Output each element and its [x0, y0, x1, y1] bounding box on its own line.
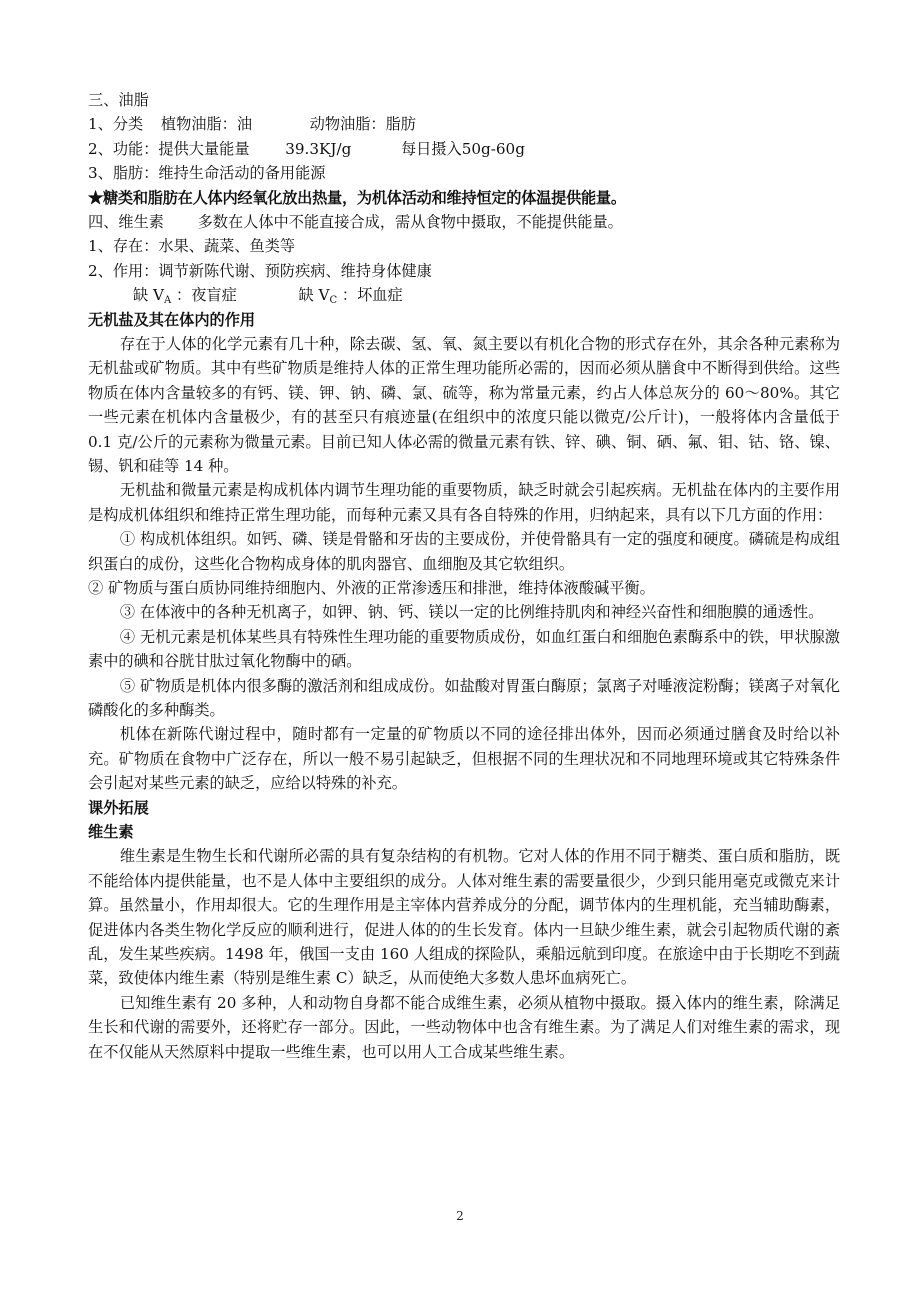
minerals-paragraph-3: 机体在新陈代谢过程中，随时都有一定量的矿物质以不同的途径排出体外，因而必须通过膳食及时给以补充。矿物质在食物中广泛存在，所以一般不易引起缺乏，但根据不同的生理状况和不同地理环境或其它特殊条件会引起对某些元素的缺乏，应给以特殊的补充。	[88, 725, 840, 793]
extension-paragraph-1: 维生素是生物生长和代谢所必需的具有复杂结构的有机物。它对人体的作用不同于糖类、蛋白质和脂肪，既不能给体内提供能量，也不是人体中主要组织的成分。人体对维生素的需要量很少，少到只能用毫克或微克来计算。虽然量小，作用却很大。它的生理作用是主宰体内营养成分的分配，调节体内的生理机能，充当辅助酶素，促进体内各类生物化学反应的顺利进行，促进人体的的生长发育。体内一旦缺少维生素，就会引起物质代谢的紊乱，发生某些疾病。1498 年，俄国一支由 160 人组成的探险队，乘船远航到印度。在旅途中由于长期吃不到蔬菜，致使体内维生素（特别是维生素 C）缺乏，从而使绝大多数人患坏血病死亡。	[88, 847, 840, 988]
minerals-item-5: ⑤ 矿物质是机体内很多酶的激活剂和组成成份。如盐酸对胃蛋白酶原；氯离子对唾液淀粉酶；镁离子对氧化磷酸化的多种酶类。	[88, 676, 840, 719]
minerals-title: 无机盐及其在体内的作用	[88, 310, 256, 329]
classify-animal: 动物油脂：脂肪	[309, 115, 416, 134]
oils-classification-line	[88, 112, 840, 136]
section-heading-vitamin	[88, 210, 840, 234]
page-number: 2	[456, 1209, 464, 1223]
extension-subtitle: 维生素	[88, 823, 134, 842]
vitamin-deficiency-line	[88, 283, 840, 307]
extension-paragraph-2: 已知维生素有 20 多种，人和动物自身都不能合成维生素，必须从植物中摄取。摄入体内的维生素，除满足生长和代谢的需要外，还将贮存一部分。因此，一些动物体中也含有维生素。为了满足人们对维生素的需求，现在不仅能从天然原料中提取一些维生素，也可以用人工合成某些维生素。	[88, 993, 840, 1061]
star-highlight-line: ★糖类和脂肪在人体内经氧化放出热量，为机体活动和维持恒定的体温提供能量。	[88, 188, 626, 207]
vitamin-heading-desc: 多数在人体中不能直接合成，需从食物中摄取，不能提供能量。	[197, 212, 623, 231]
lack-vitamin-c: 缺 $V_C$ ：坏血症	[298, 286, 403, 307]
minerals-item-1: ① 构成机体组织。如钙、磷、镁是骨骼和牙齿的主要成份，并使骨骼具有一定的强度和硬度。磷硫是构成组织蛋白的成份，这些化合物构成身体的肌肉器官、血细胞及其它软组织。	[88, 530, 840, 573]
extension-title: 课外拓展	[88, 798, 149, 817]
function-value: 39.3KJ/g	[285, 139, 352, 158]
classify-label: 1、分类	[88, 115, 144, 134]
minerals-item-2: ② 矿物质与蛋白质协同维持细胞内、外液的正常渗透压和排泄，维持体液酸碱平衡。	[88, 578, 655, 597]
document-page	[88, 88, 840, 1064]
section-heading-oils: 三、油脂	[88, 91, 149, 109]
classify-plant: 植物油脂：油	[160, 115, 253, 134]
minerals-item-3: ③ 在体液中的各种无机离子，如钾、钠、钙、镁以一定的比例维持肌肉和神经兴奋性和细胞膜的通透性。	[119, 603, 824, 622]
minerals-paragraph-1: 存在于人体的化学元素有几十种，除去碳、氢、氧、氮主要以有机化合物的形式存在外，其余各种元素称为无机盐或矿物质。其中有些矿物质是维持人体的正常生理功能所必需的，因而必须从膳食中不断得到供给。这些物质在体内含量较多的有钙、镁、钾、钠、磷、氯、硫等，称为常量元素，约占人体总灰分的 60～80%。其它一些元素在机体内含量极少，有的甚至只有痕迹量(在组织中的浓度只能以微克/公斤计)，一般将体内含量低于 0.1 克/公斤的元素称为微量元素。目前已知人体必需的微量元素有铁、锌、碘、铜、硒、氟、钼、钴、铬、镍、锡、钒和硅等 14 种。	[88, 334, 840, 475]
function-daily: 每日摄入50g-60g	[400, 139, 525, 158]
oils-fat-line: 3、脂肪：维持生命活动的备用能源	[88, 164, 326, 183]
vitamin-role-line: 2、作用：调节新陈代谢、预防疾病、维持身体健康	[88, 261, 432, 280]
oils-function-line	[88, 137, 840, 161]
lack-vitamin-a: 缺 $V_A$ ：夜盲症	[133, 286, 237, 307]
vitamin-exist-line: 1、存在：水果、蔬菜、鱼类等	[88, 237, 296, 256]
minerals-item-4: ④ 无机元素是机体某些具有特殊性生理功能的重要物质成份，如血红蛋白和细胞色素酶系中的铁，甲状腺激素中的碘和谷胱甘肽过氧化物酶中的硒。	[88, 627, 840, 671]
function-label: 2、功能：提供大量能量	[88, 139, 250, 158]
vitamin-heading: 四、维生素	[88, 212, 164, 231]
minerals-paragraph-2: 无机盐和微量元素是构成机体内调节生理功能的重要物质，缺乏时就会引起疾病。无机盐在体内的主要作用是构成机体组织和维持正常生理功能，而每种元素又具有各自特殊的作用，归纳起来，具有以下几方面的作用：	[88, 481, 840, 524]
